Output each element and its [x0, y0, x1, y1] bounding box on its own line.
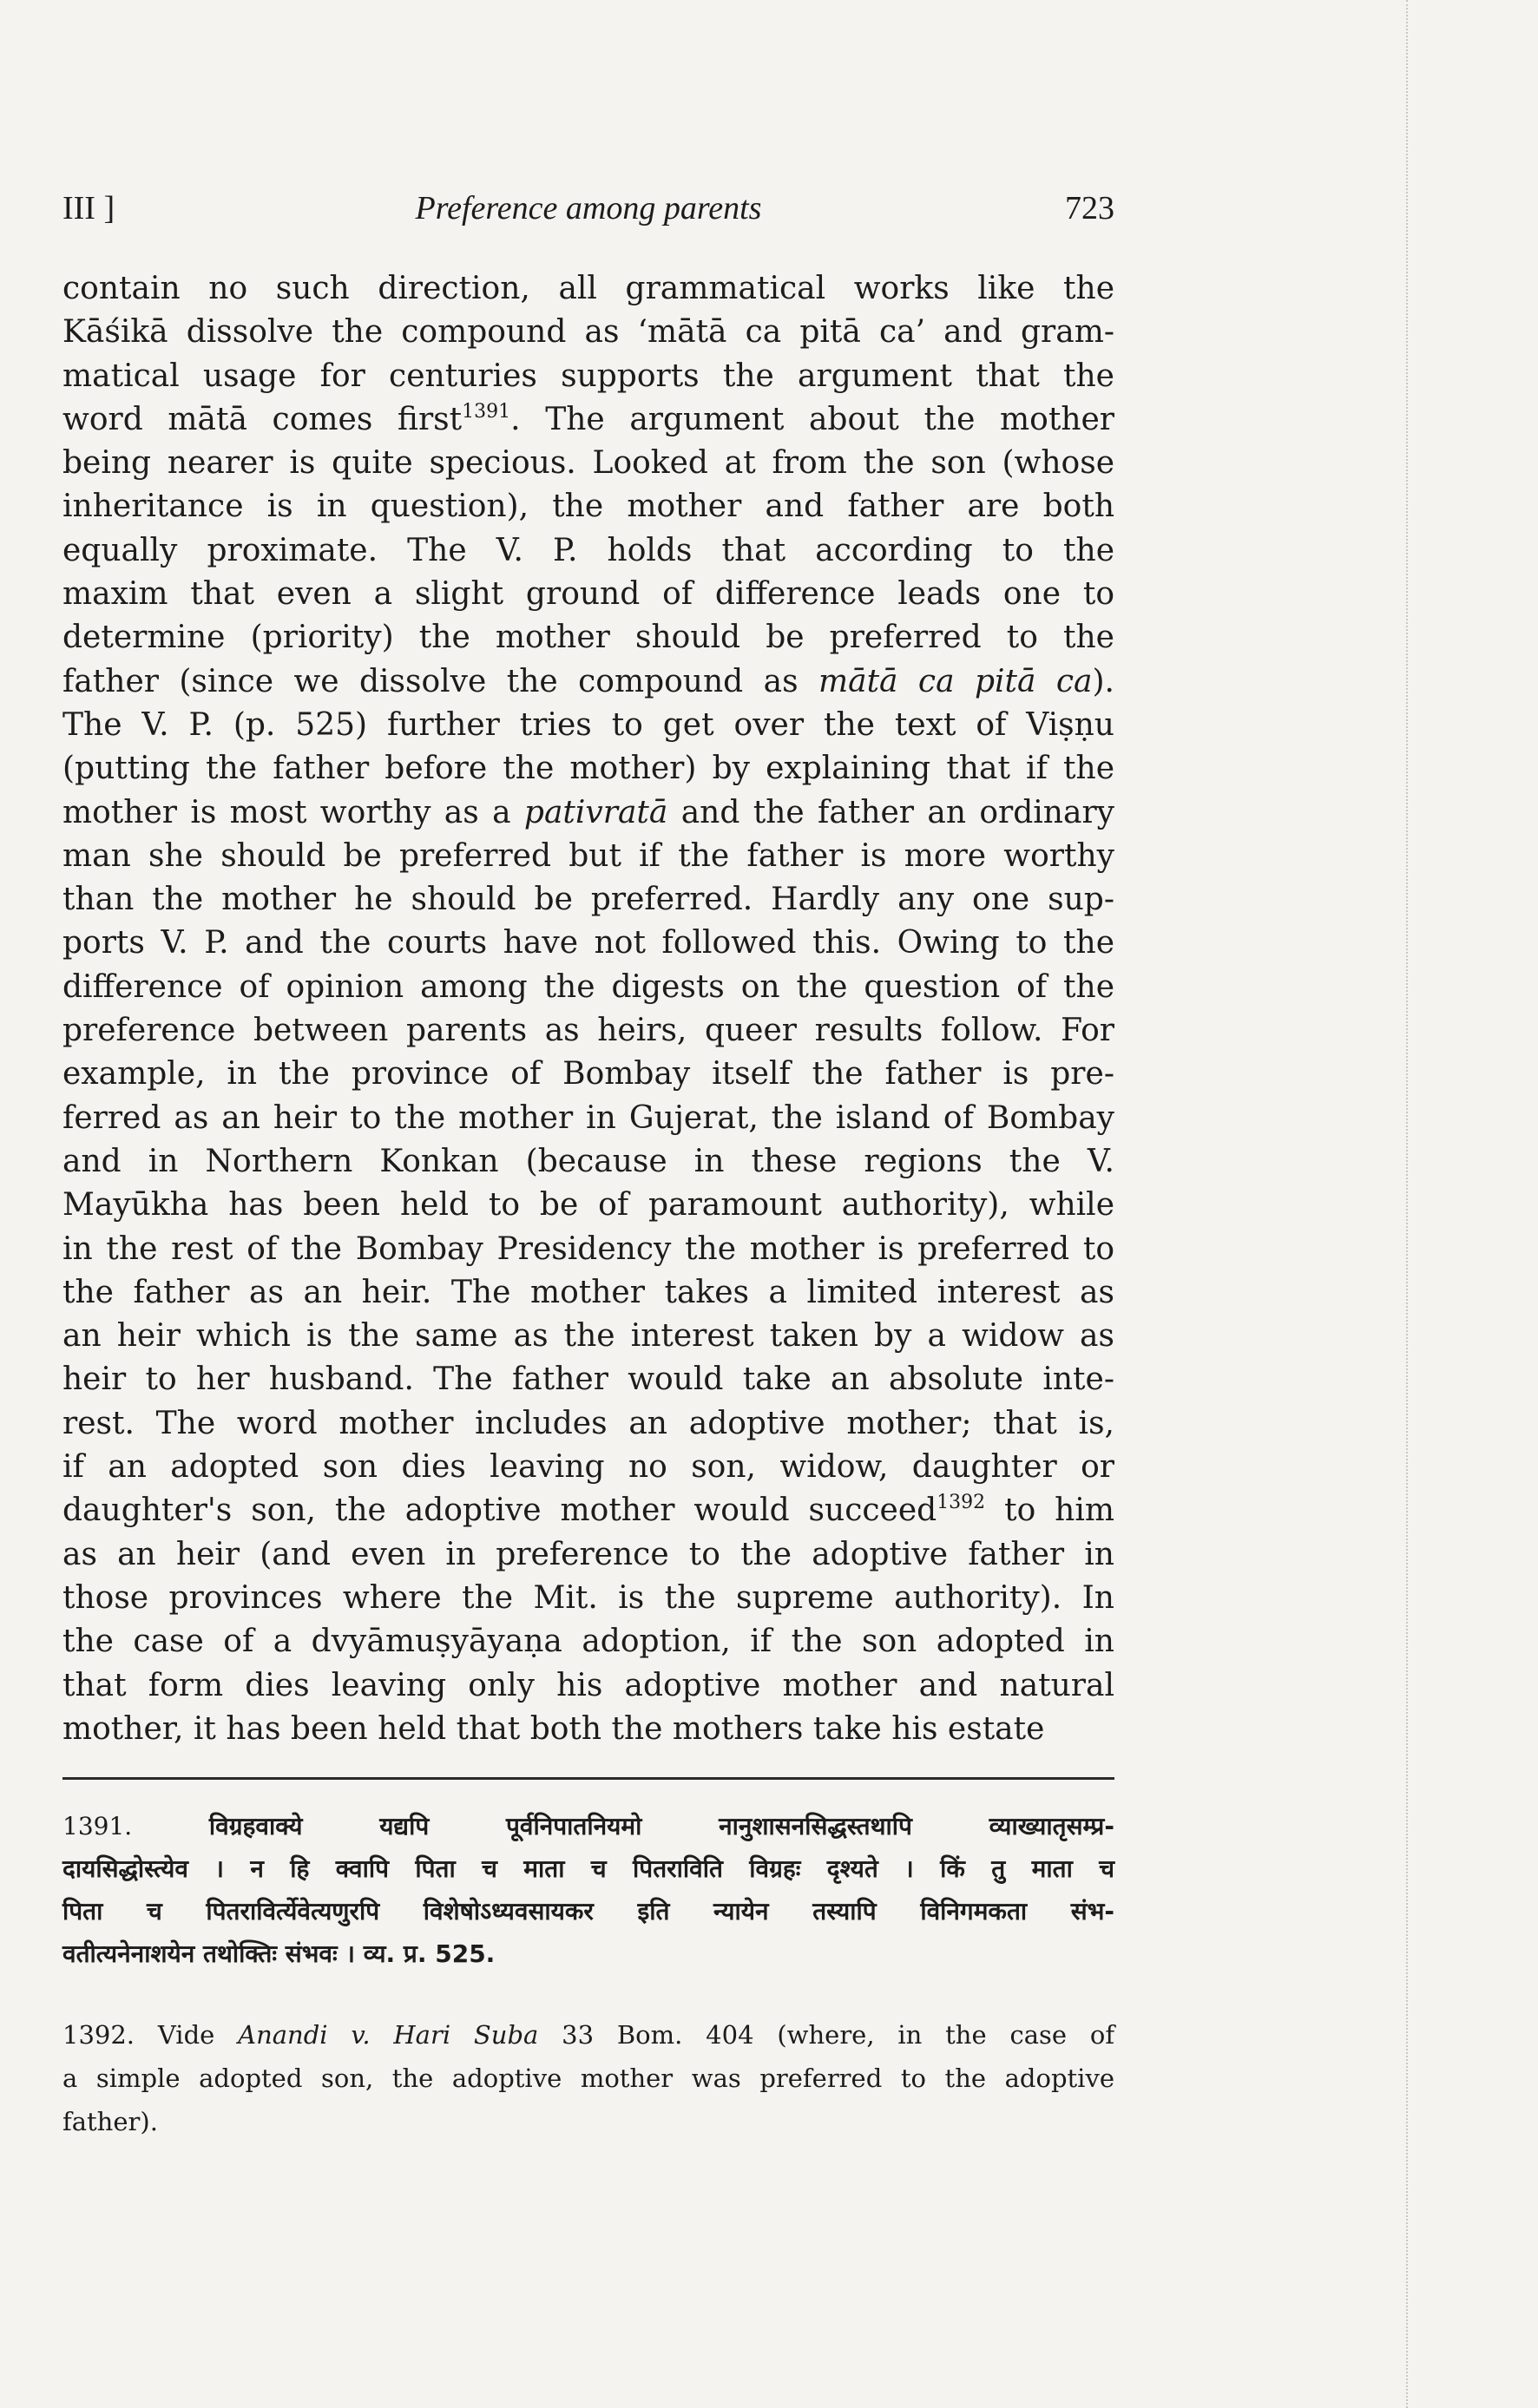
text-line: inheritance is in question), the mother and father are both [62, 489, 1114, 525]
text-line: an heir which is the same as the interest taken by a widow as [62, 1318, 1114, 1355]
text-line: ferred as an heir to the mother in Gujerat, the island of Bombay [62, 1099, 1114, 1136]
text-line: Mayūkha has been held to be of paramount authority), while [62, 1187, 1114, 1224]
text-line: determine (priority) the mother should be preferred to the [62, 620, 1114, 656]
footnote-line [62, 2013, 1114, 2057]
text-fragment: . [510, 401, 521, 437]
text-line: Kāśikā dissolve the compound as ‘mātā ca pitā ca’ and gram- [62, 314, 1114, 351]
text-fragment: and the father an ordinary [667, 794, 1114, 830]
running-title: Preference among parents [415, 190, 762, 226]
text-line: ports V. P. and the courts have not followed this. Owing to the [62, 925, 1114, 961]
case-party: Anandi [238, 2020, 328, 2050]
running-header [62, 189, 1114, 238]
footnote-number: 1392. [62, 2020, 135, 2050]
footnote-line: दायसिद्धोस्त्येव । न हि क्वापि पिता च माता च पितराविति विग्रहः दृश्यते । किं तु माता च [62, 1854, 1114, 1883]
footnote-1391 [62, 1805, 1114, 1975]
main-text [62, 267, 1114, 1751]
page-number: 723 [1065, 190, 1114, 226]
text-line: difference of opinion among the digests on the question of the [62, 968, 1114, 1005]
page-edge-dotted-line [1406, 0, 1408, 2408]
text-line: mother, it has been held that both the mothers take his estate [62, 1710, 1045, 1747]
italic-term: pativratā [523, 794, 668, 830]
text-line: and in Northern Konkan (because in these regions the V. [62, 1143, 1114, 1179]
text-line: preference between parents as heirs, queer results follow. For [62, 1013, 1114, 1049]
text-line: The V. P. (p. 525) further tries to get over the text of Viṣṇu [62, 706, 1114, 743]
text-line: that form dies leaving only his adoptive mother and natural [62, 1667, 1114, 1703]
text-line: being nearer is quite specious. Looked at from the son (whose [62, 445, 1114, 482]
footnote-line: वतीत्यनेनाशयेन तथोक्तिः संभवः । व्य. प्र. 525. [62, 1939, 496, 1968]
text-line: if an adopted son dies leaving no son, widow, daughter or [62, 1449, 1114, 1486]
text-line: in the rest of the Bombay Presidency the mother is preferred to [62, 1230, 1114, 1267]
case-party: Hari Suba [393, 2020, 539, 2050]
text-line: as an heir (and even in preference to the adoptive father in [62, 1536, 1114, 1572]
text-line [62, 398, 1114, 442]
footnote-line [62, 1805, 1114, 1847]
text-line: those provinces where the Mit. is the supreme authority). In [62, 1579, 1114, 1616]
text-fragment: mother is most worthy as a [62, 794, 511, 830]
italic-term: mātā ca pitā ca [818, 663, 1093, 699]
text-line: matical usage for centuries supports the argument that the [62, 358, 1114, 394]
text-fragment: Vide [157, 2020, 215, 2050]
case-versus: v. [351, 2020, 371, 2050]
text-fragment: daughter's son, the adoptive mother would succeed [62, 1493, 937, 1529]
footnote-ref-1391: 1391 [462, 400, 511, 423]
text-fragment: The argument about the mother [520, 401, 1115, 437]
footnote-separator [62, 1777, 1114, 1780]
text-fragment: ). [1092, 663, 1114, 699]
text-line: the case of a dvyāmuṣyāyaṇa adoption, if the son adopted in [62, 1624, 1114, 1660]
text-line: equally proximate. The V. P. holds that according to the [62, 532, 1114, 568]
text-fragment: to him [985, 1493, 1114, 1529]
sanskrit-text: विग्रहवाक्ये यद्यपि पूर्वनिपातनियमो नानुशासनसिद्धस्तथापि व्याख्यातृसम्प्र- [208, 1812, 1114, 1840]
text-line: maxim that even a slight ground of difference leads one to [62, 576, 1114, 613]
footnote-1392 [62, 2013, 1114, 2143]
text-line [62, 660, 1114, 704]
text-fragment: 33 Bom. 404 (where, in the case of [562, 2020, 1115, 2050]
footnote-number: 1391. [62, 1812, 133, 1840]
text-line [62, 1489, 1114, 1532]
text-line: than the mother he should be preferred. Hardly any one sup- [62, 882, 1114, 918]
text-line: rest. The word mother includes an adoptive mother; that is, [62, 1405, 1114, 1441]
text-line: heir to her husband. The father would take an absolute inte- [62, 1361, 1114, 1398]
footnote-line: father). [62, 2107, 158, 2136]
text-fragment: father (since we dissolve the compound as [62, 663, 799, 699]
footnote-line: a simple adopted son, the adoptive mother was preferred to the adoptive [62, 2064, 1114, 2093]
text-line: contain no such direction, all grammatical works like the [62, 271, 1114, 306]
footnote-ref-1392: 1392 [937, 1492, 986, 1514]
chapter-marker: III ] [62, 190, 115, 226]
text-line: the father as an heir. The mother takes a limited interest as [62, 1274, 1114, 1310]
text-fragment: word mātā comes first [62, 401, 463, 437]
text-line: (putting the father before the mother) by explaining that if the [62, 751, 1114, 787]
text-line: example, in the province of Bombay itself the father is pre- [62, 1056, 1114, 1092]
text-line: man she should be preferred but if the father is more worthy [62, 837, 1114, 874]
text-line [62, 791, 1114, 835]
footnote-line: पिता च पितराविर्त्येवेत्यणुरपि विशेषोऽध्यवसायकर इति न्यायेन तस्यापि विनिगमकता संभ- [62, 1897, 1114, 1926]
